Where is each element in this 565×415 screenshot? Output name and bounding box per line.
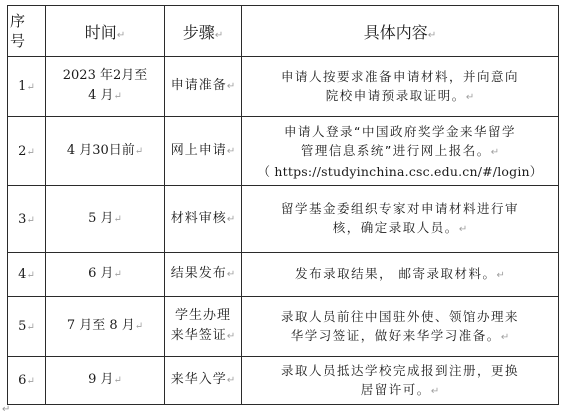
paragraph-mark: ↵: [214, 29, 224, 41]
table-row: [8, 357, 559, 405]
row-no: [8, 117, 46, 186]
row-time: [46, 253, 165, 297]
paragraph-mark: ↵: [26, 270, 35, 281]
paragraph-mark: ↵: [134, 145, 144, 157]
trailing-paragraph-mark: ↵: [2, 404, 11, 415]
row-time-line: 6 月: [88, 266, 114, 281]
header-no: [8, 6, 46, 57]
row-step: [165, 186, 242, 253]
row-step: [165, 117, 242, 186]
table-row: [8, 186, 559, 253]
row-no: [8, 57, 46, 117]
row-no: [8, 186, 46, 253]
paragraph-mark: ↵: [496, 270, 505, 281]
row-detail: [242, 186, 559, 253]
row-step-line: 材料审核: [170, 210, 227, 226]
paragraph-mark: ↵: [113, 269, 122, 280]
paragraph-mark: ↵: [226, 81, 236, 92]
row-detail-line: 申请人按要求准备申请材料，并向意向: [280, 68, 519, 84]
row-detail-line: 管理信息系统”进行网上报名。↵: [300, 142, 500, 158]
row-detail-line: 录取人员前往中国驻外使、领馆办理来: [280, 308, 519, 324]
row-no: [8, 253, 46, 297]
row-detail-line: 申请人登录“中国政府奖学金来华留学: [284, 123, 516, 139]
row-time: [46, 357, 165, 405]
paragraph-mark: ↵: [26, 376, 35, 387]
header-detail-label: 具体内容: [363, 22, 428, 42]
row-detail-line: 居留许可。↵: [360, 381, 440, 397]
row-step: [165, 297, 242, 357]
row-step-line: 学生办理: [174, 308, 231, 323]
header-no-label: 序号: [10, 12, 26, 50]
paragraph-mark: ↵: [26, 146, 35, 158]
row-detail-line: 华学习签证，做好来华学习准备。↵: [290, 327, 510, 343]
row-time: [46, 117, 165, 186]
header-step-label: 步骤: [182, 22, 215, 42]
paragraph-mark: ↵: [26, 214, 35, 226]
row-detail: [242, 297, 559, 357]
row-time-line: 5 月: [88, 210, 114, 226]
header-detail: [242, 6, 559, 57]
row-time-line: 4 月30日前: [66, 142, 135, 158]
application-schedule-table: [7, 5, 559, 405]
paragraph-mark: ↵: [26, 82, 35, 93]
row-no: [8, 297, 46, 357]
row-step-line: 结果发布: [170, 266, 227, 281]
paragraph-mark: ↵: [427, 29, 437, 41]
row-detail-line: 核，确定录取人员。↵: [332, 220, 468, 235]
paragraph-mark: ↵: [116, 29, 126, 41]
header-time-label: 时间: [84, 22, 117, 42]
row-detail-line: 录取人员抵达学校完成报到注册，更换: [280, 362, 519, 378]
row-detail-line: 发布录取结果， 邮寄录取材料。↵: [295, 266, 505, 281]
paragraph-mark: ↵: [113, 213, 122, 225]
row-step: [165, 253, 242, 297]
row-time: [46, 297, 165, 357]
paragraph-mark: ↵: [226, 269, 236, 280]
row-detail-line: 院校申请预录取证明。↵: [325, 87, 475, 103]
paragraph-mark: ↵: [26, 322, 35, 333]
row-detail-line: 留学基金委组织专家对申请材料进行审: [280, 201, 519, 216]
paragraph-mark: ↵: [490, 146, 500, 158]
paragraph-mark: ↵: [458, 224, 468, 235]
paragraph-mark: ↵: [113, 375, 122, 386]
row-step: [165, 357, 242, 405]
row-time-line: 4 月↵: [88, 88, 122, 103]
paragraph-mark: ↵: [500, 331, 510, 343]
row-step: [165, 57, 242, 117]
row-time-line: 7 月至 8 月: [66, 318, 135, 333]
table-row: [8, 117, 559, 186]
application-portal-url: （ https://studyinchina.csc.edu.cn/#/login）: [257, 163, 543, 179]
row-no-value: 1: [18, 79, 27, 94]
header-time: [46, 6, 165, 57]
paragraph-mark: ↵: [113, 91, 122, 102]
table-row: [8, 297, 559, 357]
table-row: [8, 57, 559, 117]
row-detail: [242, 57, 559, 117]
paragraph-mark: ↵: [226, 331, 236, 342]
paragraph-mark: ↵: [226, 375, 236, 386]
row-step-line: 网上申请: [170, 142, 227, 158]
row-detail: [242, 117, 559, 186]
paragraph-mark: ↵: [226, 145, 236, 157]
paragraph-mark: ↵: [226, 213, 236, 225]
row-detail: [242, 253, 559, 297]
header-step: [165, 6, 242, 57]
table-header-row: [8, 6, 559, 57]
row-time: [46, 57, 165, 117]
row-no-value: 6: [18, 373, 27, 388]
row-no-value: 2: [18, 143, 27, 159]
paragraph-mark: ↵: [465, 91, 475, 103]
row-no-value: 5: [18, 319, 27, 334]
row-time: [46, 186, 165, 253]
row-step-line: 来华签证↵: [170, 328, 236, 343]
paragraph-mark: ↵: [134, 321, 144, 332]
row-detail: [242, 357, 559, 405]
row-time-line: 9 月: [88, 372, 114, 387]
row-no-value: 4: [18, 267, 27, 282]
row-step-line: 来华入学: [170, 372, 227, 387]
row-no-value: 3: [18, 211, 27, 227]
row-no: [8, 357, 46, 405]
paragraph-mark: ↵: [430, 385, 440, 397]
row-time-line: 2023 年2月至: [62, 68, 148, 83]
table-row: [8, 253, 559, 297]
row-step-line: 申请准备: [170, 78, 227, 93]
